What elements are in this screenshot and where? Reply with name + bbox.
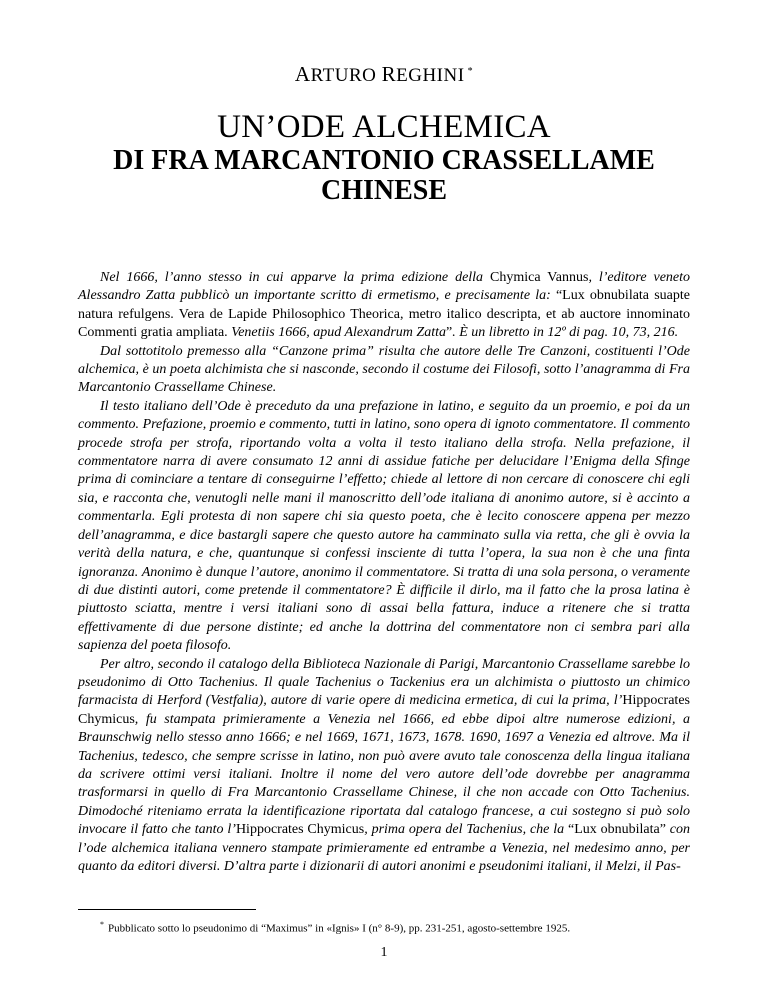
author-first-rest: RTURO <box>310 65 377 86</box>
author-last-initial: R <box>381 62 397 86</box>
footnote-divider <box>78 909 256 910</box>
article-title <box>0 110 768 206</box>
author-last-rest: EGHINI <box>396 65 465 86</box>
footnote-reference-mark: * <box>467 65 474 77</box>
author-first-initial: A <box>294 62 311 86</box>
footnote <box>78 920 690 935</box>
paragraph-3: Il testo italiano dell’Ode è preceduto da una prefazione in latino, e seguito da un proemio, e poi da un commento. Prefazione, proemio e commento, tutti in latino, sono opera di ignoto commentatore. Il commento procede strofa per strofa, riportando volta a volta il testo italiano della strofa. Nella prefazione, il commentatore narra di avere consumato 12 anni di assidue fatiche per delucidare l’Enigma della Sfinge prima di cominciare a tentare di conseguirne l’effetto; chiede al lettore di non cercare di conoscere chi egli sia, e racconta che, venutogli nelle mani il manoscritto dell’ode italiana di anonimo autore, si è accinto a commentarla. Egli protesta di non sapere chi sia questo poeta, che è lecito conoscere appena per mezzo dell’anagramma, e dice bastargli sapere che questo autore ha camminato sulla via retta, che gli è ovvia la verità della natura, e che, quantunque si confessi insciente di tutta l’opera, la sua non è che una finta ignoranza. Anonimo è dunque l’autore, anonimo il commentatore. Si tratta di una sola persona, o veramente di due distinti autori, come pretende il commentatore? È difficile il dirlo, ma il fatto che la prosa latina è piuttosto sciatta, mentre i versi italiani sono di assai bella fattura, induce a ritenere che si tratta effettivamente di due persone distinte; ed anche la dottrina del commentatore non ci sembra pari alla sapienza del poeta filosofo. <box>78 398 690 654</box>
paragraph-4: Per altro, secondo il catalogo della Biblioteca Nazionale di Parigi, Marcantonio Crassellame sarebbe lo pseudonimo di Otto Tachenius. Il quale Tachenius o Tackenius era un alchimista o piuttosto un chimico farmacista di Herford (Vestfalia), autore di varie opere di medicina ermetica, di cui la prima, l’Hippocrates Chymicus, fu stampata primieramente a Venezia nel 1666, ed ebbe dipoi altre numerose edizioni, a Braunschwig nello stesso anno 1666; e nel 1669, 1671, 1673, 1678. 1690, 1697 a Venezia ed altrove. Ma il Tachenius, tedesco, che sempre scrisse in latino, non può avere avuto tale conoscenza della lingua italiana da scrivere ottimi versi italiani. Inoltre il nome del vero autore dell’ode dovrebbe per anagramma trasformarsi in quello di Fra Marcantonio Crassellame Chinese, il che non accade con Otto Tachenius. Dimodoché riteniamo errata la identificazione riportata dal catalogo francese, a cui sostegno si può solo invocare il fatto che tanto l’Hippocrates Chymicus, prima opera del Tachenius, che la “Lux obnubilata” con l’ode alchemica italiana vennero stampate primieramente ed entrambe a Venezia, nel medesimo anno, per quanto da editori diversi. D’altra parte i dizionarii di autori anonimi e pseudonimi italiani, il Melzi, il Pas- <box>78 656 691 874</box>
title-line-3: CHINESE <box>320 174 448 206</box>
footnote-mark: * <box>100 920 104 929</box>
body-text <box>78 269 690 876</box>
paragraph-1: Nel 1666, l’anno stesso in cui apparve la prima edizione della Chymica Vannus, l’editore veneto Alessandro Zatta pubblicò un importante scritto di ermetismo, e precisamente la: “Lux obnubilata suapte natura refulgens. Vera de Lapide Philosophico Theorica, metro italico descripta, et ab auctore innominato Commenti gratia ampliata. Venetiis 1666, apud Alexandrum Zatta”. È un libretto in 12º di pag. 10, 73, 216. <box>78 270 691 341</box>
paragraph-2: Dal sottotitolo premesso alla “Canzone prima” risulta che autore delle Tre Canzoni, costituenti l’Ode alchemica, è un poeta alchimista che si nasconde, secondo il costume dei Filosofi, sotto l’anagramma di Fra Marcantonio Crassellame Chinese. <box>78 343 690 396</box>
footnote-text: Pubblicato sotto lo pseudonimo di “Maximus” in «Ignis» I (n° 8-9), pp. 231-251, agosto-settembre 1925. <box>108 922 571 935</box>
page-number: 1 <box>380 945 388 960</box>
author-name <box>0 62 768 87</box>
title-line-1: UN’ODE ALCHEMICA <box>217 109 551 145</box>
title-line-2: DI FRA MARCANTONIO CRASSELLAME <box>113 144 655 176</box>
